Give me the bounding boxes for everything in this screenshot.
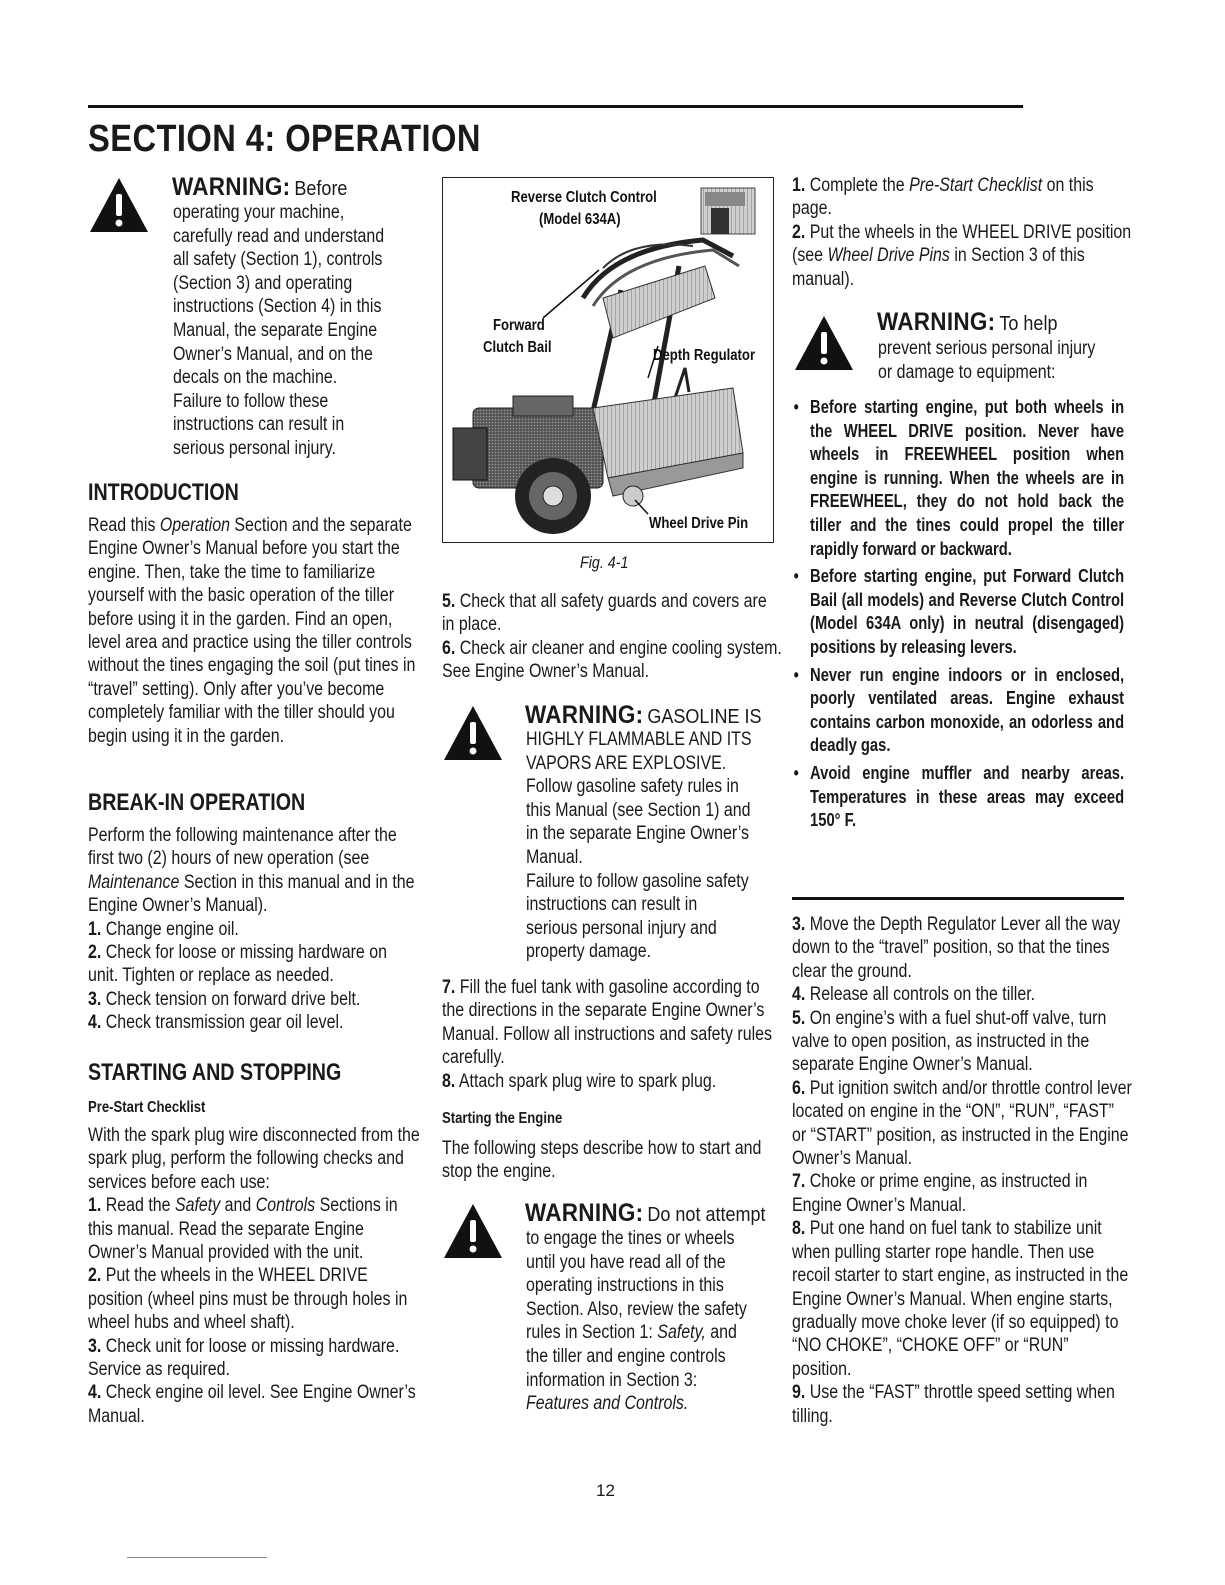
warning-3-line: the tiller and engine controls bbox=[526, 1345, 726, 1367]
warning-3-line: to engage the tines or wheels bbox=[526, 1228, 735, 1249]
warning-2-first: GASOLINE IS bbox=[647, 706, 762, 728]
checklist-step: 8. Attach spark plug wire to spark plug. bbox=[442, 1070, 717, 1092]
warning-3-line: information in Section 3: bbox=[526, 1369, 698, 1391]
warning-2-line: HIGHLY FLAMMABLE AND ITS bbox=[526, 729, 752, 750]
warning-1-line: decals on the machine. bbox=[173, 367, 338, 389]
break-in-step: 3. Check tension on forward drive belt. bbox=[88, 988, 361, 1010]
safety-bullet: • Before starting engine, put Forward Clutch Bail (all models) and Reverse Clutch Control (Model 634A only) in neutral (disengaged) positions by releasing levers. bbox=[792, 565, 1124, 659]
warning-3 bbox=[525, 1199, 792, 1228]
checklist-step: 8. Put one hand on fuel tank to stabilize unit when pulling starter rope handle. Then use recoil starter to start engine, as instructed in the Engine Owner’s Manual. When engine starts, gradually move choke lever (if so equipped) to “NO CHOKE”, “CHOKE OFF” or “RUN” position. bbox=[792, 1218, 1129, 1380]
warning-4-body bbox=[878, 337, 1130, 384]
checklist-step: 2. Put the wheels in the WHEEL DRIVE position (see Wheel Drive Pins in Section 3 of this manual). bbox=[792, 221, 1132, 290]
checklist-step: 1. Complete the Pre-Start Checklist on this page. bbox=[792, 175, 1094, 220]
warning-triangle-icon bbox=[442, 704, 504, 762]
warning-2-line: VAPORS ARE EXPLOSIVE. bbox=[526, 752, 727, 774]
warning-1-first: Before bbox=[294, 178, 348, 200]
checklist-step: 5. On engine’s with a fuel shut-off valve, turn valve to open position, as instructed in the separate Engine Owner’s Manual. bbox=[792, 1007, 1107, 1076]
warning-1-line: Owner’s Manual, and on the bbox=[173, 343, 373, 365]
label-model-634a: (Model 634A) bbox=[539, 211, 621, 228]
warning-2-line: property damage. bbox=[526, 941, 652, 963]
warning-2-word: WARNING: bbox=[525, 701, 644, 729]
starting-stopping-heading: STARTING AND STOPPING bbox=[88, 1059, 342, 1086]
warning-triangle-icon bbox=[442, 1202, 504, 1260]
page-number: 12 bbox=[596, 1481, 615, 1500]
col3-steps-3-9 bbox=[792, 913, 1132, 1428]
warning-3-word: WARNING: bbox=[525, 1199, 644, 1227]
checklist-step: 4. Check engine oil level. See Engine Owner’s Manual. bbox=[88, 1382, 416, 1427]
checklist-step: 3. Check unit for loose or missing hardware. Service as required. bbox=[88, 1335, 400, 1381]
warning-triangle-icon bbox=[88, 176, 150, 234]
warning-2-body bbox=[526, 728, 778, 964]
checklist-step: 9. Use the “FAST” throttle speed setting when tilling. bbox=[792, 1382, 1115, 1427]
warning-1-line: (Section 3) and operating bbox=[173, 272, 353, 294]
label-forward: Forward bbox=[493, 317, 545, 334]
section-divider bbox=[792, 897, 1124, 900]
warning-4-line: or damage to equipment: bbox=[878, 361, 1056, 383]
warning-1-line: operating your machine, bbox=[173, 202, 345, 223]
warning-3-line: Section. Also, review the safety bbox=[526, 1298, 747, 1320]
checklist-step: 7. Fill the fuel tank with gasoline according to the directions in the separate Engine Owner’s Manual. Follow all instructions and safety rules carefully. bbox=[442, 977, 773, 1069]
section-title: SECTION 4: OPERATION bbox=[88, 118, 481, 160]
warning-1-word: WARNING: bbox=[172, 173, 291, 201]
col2-steps-5-6 bbox=[442, 590, 782, 684]
warning-4-word: WARNING: bbox=[877, 308, 996, 336]
checklist-step: 4. Release all controls on the tiller. bbox=[792, 984, 1036, 1006]
break-in-text: Perform the following maintenance after the first two (2) hours of new operation (see Maintenance Section in this manual and in the Engine Owner’s Manual). 1. Change engine oil. 2. Check for loose or missing hardware on unit. Tighten or replace as needed. 3. Check tension on forward drive belt. 4. Check transmission gear oil level. bbox=[88, 824, 420, 1035]
safety-bullet: • Never run engine indoors or in enclosed, poorly ventilated areas. Engine exhaust contains carbon monoxide, an odorless and deadly gas. bbox=[792, 664, 1124, 758]
warning-1-line: all safety (Section 1), controls bbox=[173, 249, 383, 271]
warning-2-line: Manual. bbox=[526, 846, 583, 868]
top-rule bbox=[88, 105, 1023, 108]
label-depth-regulator: Depth Regulator bbox=[653, 347, 756, 364]
pre-start-checklist-heading: Pre-Start Checklist bbox=[88, 1099, 206, 1116]
warning-4 bbox=[877, 308, 1078, 337]
warning-1-line: instructions can result in bbox=[173, 414, 345, 436]
warning-3-body bbox=[526, 1227, 778, 1416]
checklist-step: 2. Put the wheels in the WHEEL DRIVE position (wheel pins must be through holes in wheel hubs and wheel shaft). bbox=[88, 1265, 408, 1334]
warning-1 bbox=[172, 173, 367, 202]
warning-2-line: Follow gasoline safety rules in bbox=[526, 776, 739, 798]
col2-steps-7-8 bbox=[442, 976, 782, 1093]
safety-bullet: • Avoid engine muffler and nearby areas. Temperatures in these areas may exceed 150° F. bbox=[792, 762, 1124, 833]
warning-3-line: operating instructions in this bbox=[526, 1275, 724, 1297]
checklist-step: 7. Choke or prime engine, as instructed in Engine Owner’s Manual. bbox=[792, 1171, 1088, 1216]
checklist-step: 1. Read the Safety and Controls Sections in this manual. Read the separate Engine Owner’s Manual provided with the unit. bbox=[88, 1195, 398, 1264]
starting-engine-heading: Starting the Engine bbox=[442, 1110, 563, 1127]
warning-2-line: in the separate Engine Owner’s bbox=[526, 823, 749, 845]
warning-1-line: Manual, the separate Engine bbox=[173, 319, 378, 341]
break-in-step: 2. Check for loose or missing hardware on unit. Tighten or replace as needed. bbox=[88, 942, 387, 987]
checklist-step: 5. Check that all safety guards and covers are in place. bbox=[442, 591, 767, 636]
safety-bullets bbox=[792, 396, 1124, 833]
warning-2-line: serious personal injury and bbox=[526, 917, 717, 939]
warning-3-line: rules in Section 1: Safety, and bbox=[526, 1322, 737, 1344]
footer-link-underline bbox=[127, 1557, 267, 1558]
warning-1-body bbox=[173, 201, 421, 461]
introduction-text: Read this Operation Section and the separate Engine Owner’s Manual before you start the engine. Then, take the time to familiarize yourself with the basic operation of the tiller before using it in the garden. Find an open, level area and practice using the tiller controls without the tines engaging the soil (put tines in “travel” setting). Only after you’ve become completely familiar with the tiller should you begin using it in the garden. bbox=[88, 515, 416, 747]
warning-3-line: Features and Controls. bbox=[526, 1393, 689, 1415]
safety-bullet: • Before starting engine, put both wheels in the WHEEL DRIVE position. Never have wheels in FREEWHEEL position when engine is running. When the wheels are in FREEWHEEL, they do not hold back the tiller and the tines could propel the tiller rapidly forward or backward. bbox=[792, 396, 1124, 561]
break-in-step: 1. Change engine oil. bbox=[88, 918, 239, 940]
warning-3-line: until you have read all of the bbox=[526, 1251, 726, 1273]
warning-2-line: Failure to follow gasoline safety bbox=[526, 870, 749, 892]
label-reverse-clutch-control: Reverse Clutch Control bbox=[511, 189, 657, 206]
warning-3-first: Do not attempt bbox=[647, 1204, 766, 1226]
checklist-step: 6. Put ignition switch and/or throttle control lever located on engine in the “ON”, “RUN”, “FAST” or “START” position, as instructed in the Engine Owner’s Manual. bbox=[792, 1077, 1132, 1170]
break-in-step: 4. Check transmission gear oil level. bbox=[88, 1012, 344, 1034]
warning-4-first: To help bbox=[999, 313, 1058, 335]
checklist-step: 3. Move the Depth Regulator Lever all the way down to the “travel” position, so that the tines clear the ground. bbox=[792, 914, 1121, 982]
break-in-heading: BREAK-IN OPERATION bbox=[88, 789, 306, 816]
warning-2-line: instructions can result in bbox=[526, 894, 698, 916]
warning-1-line: serious personal injury. bbox=[173, 437, 336, 459]
warning-4-line: prevent serious personal injury bbox=[878, 338, 1096, 359]
label-wheel-drive-pin: Wheel Drive Pin bbox=[649, 515, 749, 532]
label-clutch-bail: Clutch Bail bbox=[483, 339, 552, 356]
warning-2 bbox=[525, 701, 788, 730]
warning-1-line: instructions (Section 4) in this bbox=[173, 296, 382, 318]
warning-2-line: this Manual (see Section 1) and bbox=[526, 799, 751, 821]
checklist-step: 6. Check air cleaner and engine cooling system. See Engine Owner’s Manual. bbox=[442, 637, 782, 683]
warning-triangle-icon bbox=[793, 314, 855, 372]
warning-1-line: Failure to follow these bbox=[173, 390, 329, 412]
col3-steps-1-2 bbox=[792, 174, 1132, 291]
figure-caption: Fig. 4-1 bbox=[580, 553, 629, 572]
introduction-heading: INTRODUCTION bbox=[88, 479, 239, 506]
starting-engine-text: The following steps describe how to start and stop the engine. bbox=[442, 1138, 762, 1183]
warning-1-line: carefully read and understand bbox=[173, 225, 385, 247]
pre-start-checklist-text: With the spark plug wire disconnected from the spark plug, perform the following checks and services before each use: 1. Read the Safety and Controls Sections in this manual. Read the separate Engine Owner’s Manual provided with the unit. 2. Put the wheels in the WHEEL DRIVE position (wheel pins must be through holes in wheel hubs and wheel shaft). 3. Check unit for loose or missing hardware. Service as required. 4. Check engine oil level. See Engine Owner’s Manual. bbox=[88, 1125, 420, 1427]
figure-tiller bbox=[442, 177, 774, 543]
